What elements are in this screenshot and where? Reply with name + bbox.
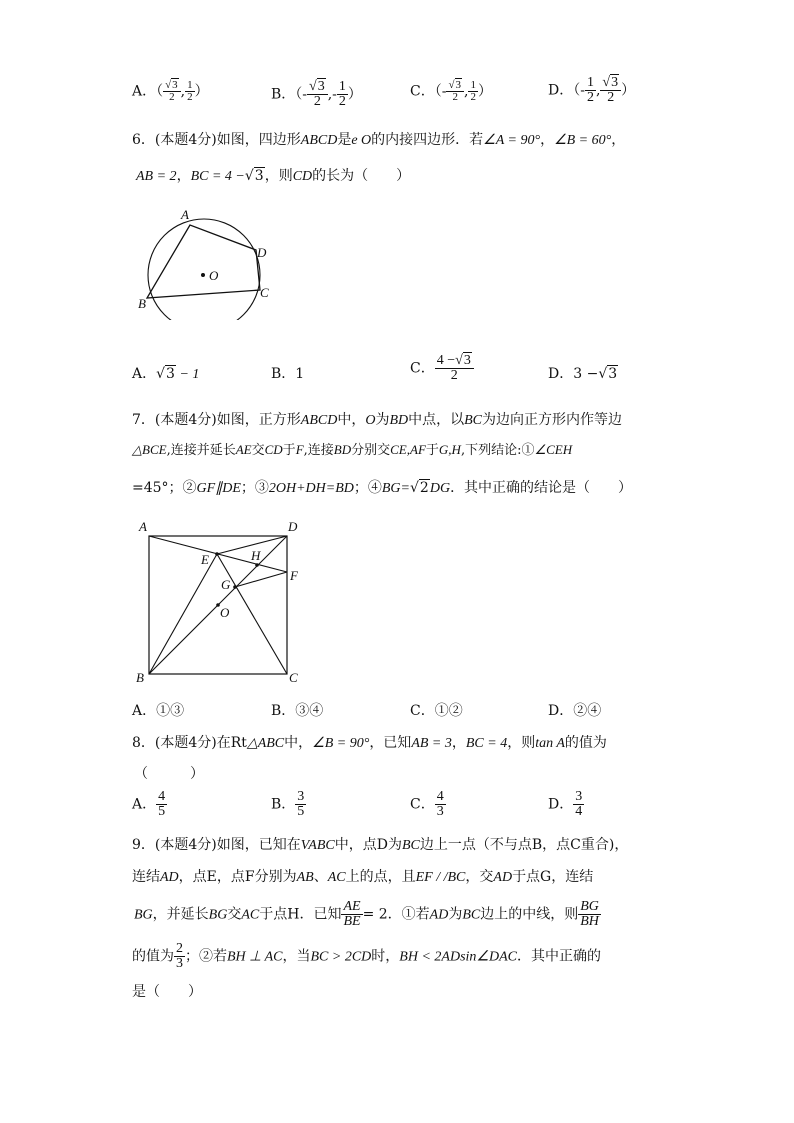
text: 的长为（ ） xyxy=(312,168,411,184)
q7-option-a[interactable] xyxy=(132,701,184,721)
minus: - xyxy=(441,83,447,100)
numerator: 3 xyxy=(575,789,583,804)
denominator: 4 xyxy=(575,804,583,819)
text: 在Rt xyxy=(216,735,247,751)
text: 中， xyxy=(337,412,366,428)
q5-option-b[interactable] xyxy=(271,80,362,109)
q8-option-d[interactable] xyxy=(548,790,584,819)
text: ，则 xyxy=(264,168,293,184)
math: AB = 3 xyxy=(411,736,452,751)
option-letter: D． xyxy=(548,796,574,813)
text: 中点，以 xyxy=(408,412,465,428)
math: AD xyxy=(160,870,179,885)
math: BC xyxy=(462,907,481,923)
q7-option-c[interactable] xyxy=(410,701,463,721)
math: CE,AF xyxy=(390,442,426,457)
paren: ） xyxy=(621,82,636,99)
text: ，点E，点F分别为 xyxy=(178,869,297,885)
fraction xyxy=(435,790,446,819)
q7-option-d[interactable] xyxy=(548,701,601,721)
label-c: C xyxy=(289,670,298,685)
label-b: B xyxy=(136,670,144,685)
q7-stem-line3 xyxy=(132,478,632,499)
text: 中，点D为 xyxy=(334,837,402,853)
fraction xyxy=(600,76,621,105)
comma: , xyxy=(327,86,333,103)
math: BH < 2ADsin∠DAC xyxy=(399,949,517,965)
text: 、 xyxy=(313,869,328,885)
circumcircle xyxy=(148,219,260,320)
text: ,连接 xyxy=(303,443,334,458)
math: 3 − xyxy=(573,366,599,382)
q9-stem-line2 xyxy=(132,867,593,888)
label-o: O xyxy=(209,268,219,283)
option-letter: C． xyxy=(410,703,435,719)
q6-option-a[interactable] xyxy=(132,364,199,385)
label-a: A xyxy=(181,207,189,222)
option-letter: D． xyxy=(548,366,574,382)
q5-option-a[interactable] xyxy=(132,80,209,103)
comma: , xyxy=(464,83,469,100)
math: EF / /BC xyxy=(415,870,466,885)
math: O xyxy=(365,413,376,428)
math: VABC xyxy=(300,838,335,853)
denominator: 2 xyxy=(470,91,476,103)
text: ．其中正确的结论是（ ） xyxy=(450,480,633,496)
numerator: 1 xyxy=(338,79,346,94)
option-letter: A． xyxy=(132,366,157,382)
numerator: 1 xyxy=(187,79,193,91)
score-tag: (本题4分) xyxy=(154,132,217,148)
radicand: 3 xyxy=(254,168,264,184)
q6-option-b[interactable] xyxy=(271,364,304,384)
q7-option-b[interactable] xyxy=(271,701,323,721)
radicand: 3 xyxy=(611,75,619,90)
option-letter: B． xyxy=(271,703,296,719)
math: ABCD xyxy=(300,413,338,428)
q6-stem-line2 xyxy=(136,166,410,187)
sqrt-symbol: √3 xyxy=(448,79,461,91)
score-tag: (本题4分) xyxy=(154,735,217,751)
fraction xyxy=(156,790,167,819)
sqrt-symbol: √3 xyxy=(309,79,325,94)
option-letter: C． xyxy=(410,83,435,100)
math: ∠B = 90° xyxy=(312,736,370,751)
point-e xyxy=(215,552,219,556)
text: 边上一点（不与点B，点C重合)， xyxy=(419,837,629,853)
q6-option-c[interactable] xyxy=(410,354,474,383)
numerator: 4 xyxy=(436,789,444,804)
q8-answer-blank xyxy=(134,764,204,784)
text: 上的点，且 xyxy=(345,869,416,885)
question-number: 6． xyxy=(132,132,155,148)
label-d: D xyxy=(288,519,298,534)
circled-number: ④ xyxy=(367,480,382,496)
math: AD xyxy=(429,907,449,923)
denominator: 5 xyxy=(158,804,166,819)
denominator: 2 xyxy=(187,91,193,103)
text: （ ） xyxy=(134,766,204,782)
label-a: A xyxy=(139,519,147,534)
fraction xyxy=(185,80,195,103)
text: 于 xyxy=(282,443,296,458)
math: G,H xyxy=(438,442,461,457)
text: 的值为 xyxy=(564,735,607,751)
denominator: 3 xyxy=(176,956,183,971)
denominator: 2 xyxy=(607,90,615,105)
label-c: C xyxy=(260,285,269,300)
numerator: BG xyxy=(580,899,599,914)
denominator: 2 xyxy=(450,368,458,383)
circled-number: ② xyxy=(182,480,197,496)
text: 边上的中线，则 xyxy=(480,906,579,923)
label-o: O xyxy=(220,605,230,620)
radicand: 3 xyxy=(455,79,461,91)
math: CD xyxy=(292,169,313,184)
question-number: 7． xyxy=(132,412,155,428)
sqrt-symbol: √3 xyxy=(156,366,175,382)
paren: （ xyxy=(156,83,164,100)
fraction xyxy=(435,354,474,383)
text: ,下列结论: xyxy=(460,443,522,458)
math: BC = 4 xyxy=(465,736,508,751)
center-point xyxy=(201,273,205,277)
text: ， xyxy=(540,132,555,148)
segment-be xyxy=(149,554,217,674)
denominator: 2 xyxy=(338,94,346,109)
option-letter: A． xyxy=(132,796,157,813)
text: 于点H．已知 xyxy=(259,906,342,923)
question-number: 9． xyxy=(132,837,155,853)
text: 为 xyxy=(448,906,463,923)
math: BG xyxy=(134,907,153,923)
text: 连结 xyxy=(132,869,160,885)
circled-number: ② xyxy=(573,703,588,719)
option-letter: B． xyxy=(271,796,296,813)
text: 于 xyxy=(425,443,439,458)
q5-option-d[interactable] xyxy=(548,76,635,105)
numerator: 4 xyxy=(158,789,166,804)
numerator: 1 xyxy=(586,75,594,90)
minus: - xyxy=(302,86,308,103)
circled-number: ③ xyxy=(254,480,269,496)
math: BC = 4 − xyxy=(190,169,245,184)
text: 若 xyxy=(213,948,227,965)
label-f: F xyxy=(290,568,298,583)
option-letter: A． xyxy=(132,703,157,719)
q7-stem-line1 xyxy=(132,410,622,431)
q8-option-c[interactable] xyxy=(410,790,446,819)
option-letter: D． xyxy=(548,703,574,719)
q9-stem-line1 xyxy=(132,835,628,856)
math: BC xyxy=(401,838,420,853)
math: AC xyxy=(327,870,346,885)
math: BH ⊥ AC xyxy=(227,949,283,965)
text: =45°； xyxy=(132,480,183,496)
fraction-bg-bh xyxy=(578,900,601,929)
math: 2OH+DH=BD xyxy=(268,481,354,496)
radicand: 3 xyxy=(463,353,471,368)
q6-stem-line1 xyxy=(132,130,625,151)
circled-number: ① xyxy=(434,703,449,719)
label-e: E xyxy=(201,552,209,567)
q7-stem-line2 xyxy=(132,440,572,461)
text: 中， xyxy=(284,735,313,751)
numerator: AE xyxy=(343,899,361,914)
math: BG xyxy=(208,907,228,923)
label-d: D xyxy=(257,245,267,260)
text: ，并延长 xyxy=(152,906,209,923)
math: BC > 2CD xyxy=(310,949,372,965)
q6-option-d[interactable] xyxy=(548,364,618,384)
text: 的值为 xyxy=(132,948,174,965)
numerator: 1 xyxy=(470,79,476,91)
math: ∠CEH xyxy=(534,442,573,457)
radicand: 3 xyxy=(166,366,175,382)
paren: （ xyxy=(434,83,442,100)
text: 若 xyxy=(415,906,430,923)
denominator: 2 xyxy=(169,91,175,103)
paren: （ xyxy=(295,86,303,103)
math: AB xyxy=(296,870,314,885)
score-tag: (本题4分) xyxy=(154,837,217,853)
math: BC xyxy=(464,413,483,428)
circled-number: ③ xyxy=(170,703,185,719)
radicand: 3 xyxy=(317,79,325,94)
text: 的内接四边形．若 xyxy=(371,132,484,148)
q5-option-c[interactable] xyxy=(410,80,492,103)
text: ．其中正确的 xyxy=(516,948,601,965)
fraction xyxy=(468,80,478,103)
numerator-text: 4 − xyxy=(436,353,456,368)
text: 于点G，连结 xyxy=(512,869,594,885)
minus: - xyxy=(332,86,337,103)
math: ∠A = 90° xyxy=(483,133,541,148)
q8-option-b[interactable] xyxy=(271,790,306,819)
sqrt-symbol: √3 xyxy=(165,79,178,91)
fraction-2-3 xyxy=(174,942,185,971)
point-h xyxy=(255,563,259,567)
fraction xyxy=(585,76,596,105)
comma: , xyxy=(595,82,601,99)
fraction xyxy=(307,80,328,109)
option-letter: A． xyxy=(132,83,157,100)
denominator: 5 xyxy=(297,804,305,819)
text: 如图，正方形 xyxy=(216,412,301,428)
fraction xyxy=(337,80,348,109)
numerator: 3 xyxy=(297,789,305,804)
text: 时， xyxy=(371,948,400,965)
math: AB = 2 xyxy=(136,169,177,184)
option-letter: B． xyxy=(271,366,296,382)
text: 交 xyxy=(251,443,265,458)
fraction xyxy=(163,80,181,103)
circled-number: ④ xyxy=(309,703,324,719)
radicand: 3 xyxy=(172,79,178,91)
numerator: 2 xyxy=(176,941,183,956)
math: tan A xyxy=(535,736,565,751)
circled-number: ④ xyxy=(587,703,602,719)
math: DG xyxy=(429,481,451,496)
circled-number: ③ xyxy=(295,703,310,719)
circled-number: ① xyxy=(401,906,416,923)
math: AC xyxy=(241,907,260,923)
option-letter: D． xyxy=(548,82,574,99)
paren: （ xyxy=(573,82,581,99)
text: 为边向正方形内作等边 xyxy=(482,412,623,428)
text: ，则 xyxy=(507,735,536,751)
math: GF∥DE xyxy=(196,481,241,496)
paren: ） xyxy=(194,83,209,100)
sqrt-symbol: √3 xyxy=(244,168,264,184)
math: AD xyxy=(493,870,513,885)
denominator: 2 xyxy=(452,91,458,103)
fraction xyxy=(446,80,464,103)
sqrt-symbol: √3 xyxy=(602,75,619,90)
paren: ） xyxy=(347,86,362,103)
math: − 1 xyxy=(175,367,200,382)
paren: ） xyxy=(477,83,492,100)
math: BD xyxy=(389,413,409,428)
text: 如图，已知在 xyxy=(216,837,301,853)
text: ； xyxy=(185,948,199,965)
option-letter: B． xyxy=(271,86,296,103)
text: ，当 xyxy=(282,948,311,965)
sqrt-symbol: √3 xyxy=(455,353,471,368)
q7-figure-square xyxy=(133,516,308,686)
text: 是 xyxy=(337,132,352,148)
q9-stem-line3 xyxy=(134,900,601,929)
score-tag: (本题4分) xyxy=(154,412,217,428)
fraction xyxy=(295,790,306,819)
option-letter: C． xyxy=(410,796,435,813)
math: ABCD xyxy=(300,133,338,148)
denominator: 3 xyxy=(436,804,444,819)
radicand: 3 xyxy=(608,366,618,382)
circled-number: ② xyxy=(448,703,463,719)
math: ∠B = 60° xyxy=(554,133,612,148)
text: ,连接并延长 xyxy=(166,443,236,458)
math: e O xyxy=(351,133,372,148)
text: 分别交 xyxy=(351,443,391,458)
text: ； xyxy=(353,480,368,496)
minus: - xyxy=(580,82,585,99)
math: F xyxy=(295,442,304,457)
math: BD xyxy=(333,442,352,457)
text: ， xyxy=(611,132,626,148)
label-g: G xyxy=(221,577,231,592)
point-g xyxy=(233,585,237,589)
text: 为 xyxy=(375,412,390,428)
text: = 2． xyxy=(362,906,402,923)
math: 1 xyxy=(295,366,305,382)
circled-number: ② xyxy=(199,948,213,965)
text: ，已知 xyxy=(369,735,412,751)
text: 如图，四边形 xyxy=(216,132,301,148)
math: △ABC xyxy=(246,736,285,751)
denominator: BH xyxy=(580,914,599,929)
option-letter: C． xyxy=(410,360,435,377)
text: ， xyxy=(176,168,191,184)
sqrt-symbol: √2 xyxy=(409,480,429,496)
sqrt-symbol: √3 xyxy=(598,366,618,382)
text: ，交 xyxy=(465,869,494,885)
fraction-ae-be xyxy=(341,900,362,929)
math: BG= xyxy=(381,481,410,496)
text: 交 xyxy=(227,906,242,923)
q8-stem-line1 xyxy=(132,733,607,754)
text: ， xyxy=(451,735,466,751)
circled-number: ① xyxy=(521,443,535,458)
denominator: BE xyxy=(343,914,361,929)
label-h: H xyxy=(251,548,261,563)
q8-option-a[interactable] xyxy=(132,790,167,819)
q9-stem-line5 xyxy=(132,982,202,1002)
q6-figure-circle-quadrilateral xyxy=(135,205,285,320)
label-b: B xyxy=(138,296,146,311)
q9-stem-line4 xyxy=(132,942,601,971)
comma: , xyxy=(180,83,186,100)
denominator: 2 xyxy=(313,94,321,109)
math: AE xyxy=(235,442,252,457)
text: ； xyxy=(240,480,255,496)
math: CD xyxy=(264,442,283,457)
circled-number: ① xyxy=(156,703,171,719)
question-number: 8． xyxy=(132,735,155,751)
denominator: 2 xyxy=(586,90,594,105)
text: 是（ ） xyxy=(132,984,202,1000)
radicand: 2 xyxy=(419,480,429,496)
math: △BCE xyxy=(132,442,167,457)
fraction xyxy=(573,790,584,819)
